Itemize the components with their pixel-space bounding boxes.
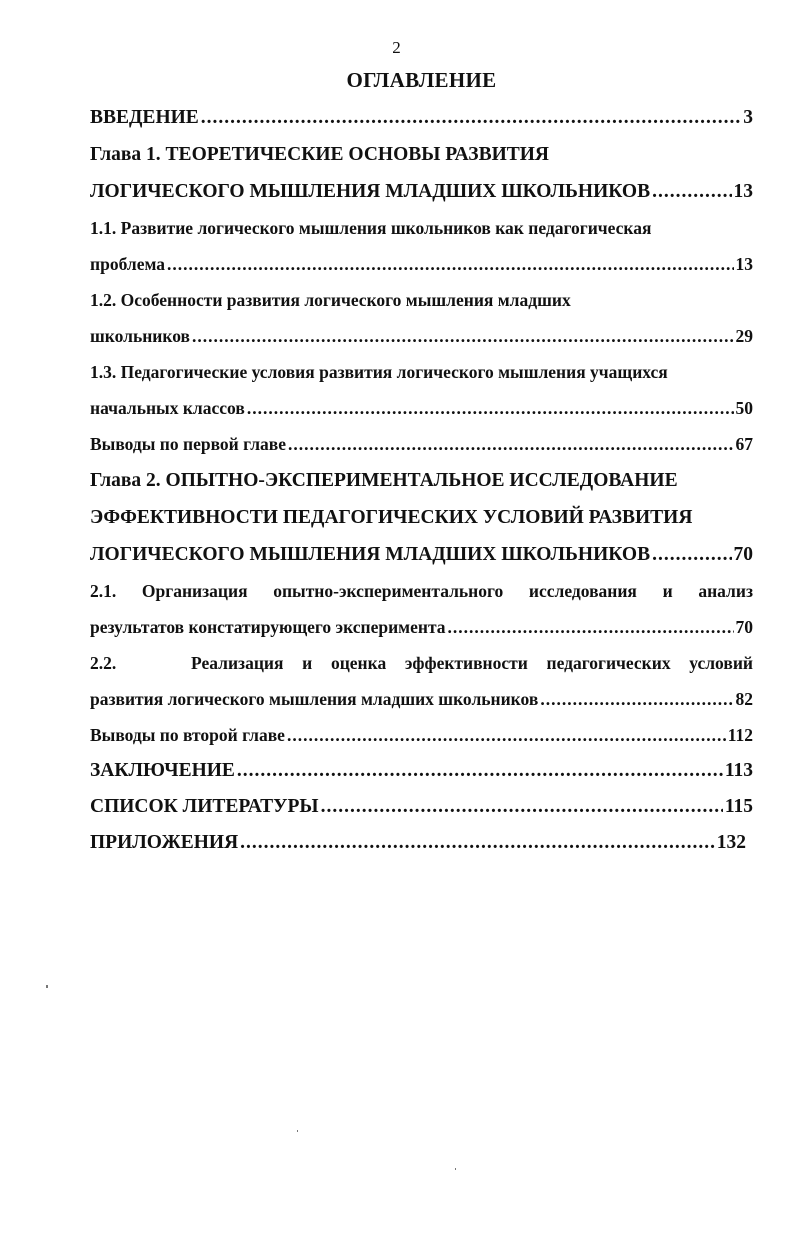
toc-page-number: 29 [735,326,753,346]
toc-page-number: 70 [735,617,753,637]
toc-page-number: 113 [724,760,753,781]
dot-leader [652,173,731,210]
toc-page-number: 13 [733,181,753,202]
toc-page-number: 13 [735,254,753,274]
toc-entry-section-1-1-line1[interactable]: 1.1. Развитие логического мышления школьников как педагогическая [90,218,652,238]
toc-entry-references[interactable]: СПИСОК ЛИТЕРАТУРЫ ..... 115 [90,789,753,825]
table-of-contents [90,100,753,861]
dot-leader [540,681,733,717]
toc-title: ОГЛАВЛЕНИЕ [346,68,497,92]
dot-leader [288,426,734,462]
toc-entry-section-1-3-line1[interactable]: 1.3. Педагогические условия развития логического мышления учащихся [90,362,668,382]
scan-speck [455,1168,456,1170]
toc-entry-chapter2-line3[interactable]: ЛОГИЧЕСКОГО МЫШЛЕНИЯ МЛАДШИХ ШКОЛЬНИКОВ ..... 70 [90,536,753,573]
toc-entry-section-1-3-line2[interactable]: начальных классов ..... 50 [90,390,753,426]
dot-leader [240,825,715,861]
toc-entry-section-2-2-line2[interactable]: развития логического мышления младших школьников ..... 82 [90,681,753,717]
dot-leader [448,609,734,645]
toc-entry-section-2-1-line2[interactable]: результатов констатирующего эксперимента ..... 70 [90,609,753,645]
dot-leader [287,717,726,753]
scan-speck [46,985,48,988]
toc-page-number: 67 [735,434,753,454]
toc-entry-chapter1-line1[interactable]: Глава 1. ТЕОРЕТИЧЕСКИЕ ОСНОВЫ РАЗВИТИЯ [90,144,550,165]
toc-entry-section-2-1-line1[interactable]: 2.1. Организация опытно-экспериментального исследования и анализ [90,581,753,601]
dot-leader [167,246,733,282]
toc-page-number: 82 [735,689,753,709]
dot-leader [247,390,734,426]
toc-entry-appendix[interactable]: ПРИЛОЖЕНИЯ ..... 132 [90,825,746,861]
toc-entry-chapter2-line2[interactable]: ЭФФЕКТИВНОСТИ ПЕДАГОГИЧЕСКИХ УСЛОВИЙ РАЗВИТИЯ [90,507,693,528]
page-number: 2 [392,38,401,57]
scan-speck [297,1130,298,1132]
toc-page-number: 3 [743,107,753,128]
dot-leader [321,789,723,825]
toc-page-number: 132 [716,832,746,853]
toc-entry-section-1-1-line2[interactable]: проблема ..... 13 [90,246,753,282]
toc-entry-section-2-2-line1[interactable]: 2.2. Реализация и оценка эффективности педагогических условий [90,653,753,673]
toc-page-number: 70 [733,544,753,565]
toc-entry-chapter1-line2[interactable]: ЛОГИЧЕСКОГО МЫШЛЕНИЯ МЛАДШИХ ШКОЛЬНИКОВ ..... 13 [90,173,753,210]
dot-leader [237,753,723,789]
toc-entry-conclusions-chapter2[interactable]: Выводы по второй главе ..... 112 [90,717,753,753]
toc-entry-intro[interactable]: ВВЕДЕНИЕ ..... 3 [90,100,753,136]
dot-leader [192,318,733,354]
dot-leader [652,536,731,573]
toc-entry-chapter2-line1[interactable]: Глава 2. ОПЫТНО-ЭКСПЕРИМЕНТАЛЬНОЕ ИССЛЕДОВАНИЕ [90,470,678,491]
toc-entry-section-1-2-line1[interactable]: 1.2. Особенности развития логического мышления младших [90,290,571,310]
toc-entry-section-1-2-line2[interactable]: школьников ..... 29 [90,318,753,354]
toc-page-number: 115 [724,796,753,817]
toc-entry-conclusions-chapter1[interactable]: Выводы по первой главе ..... 67 [90,426,753,462]
toc-page-number: 112 [727,725,753,745]
toc-entry-conclusion[interactable]: ЗАКЛЮЧЕНИЕ ..... 113 [90,753,753,789]
toc-page-number: 50 [735,398,753,418]
dot-leader [201,100,741,136]
